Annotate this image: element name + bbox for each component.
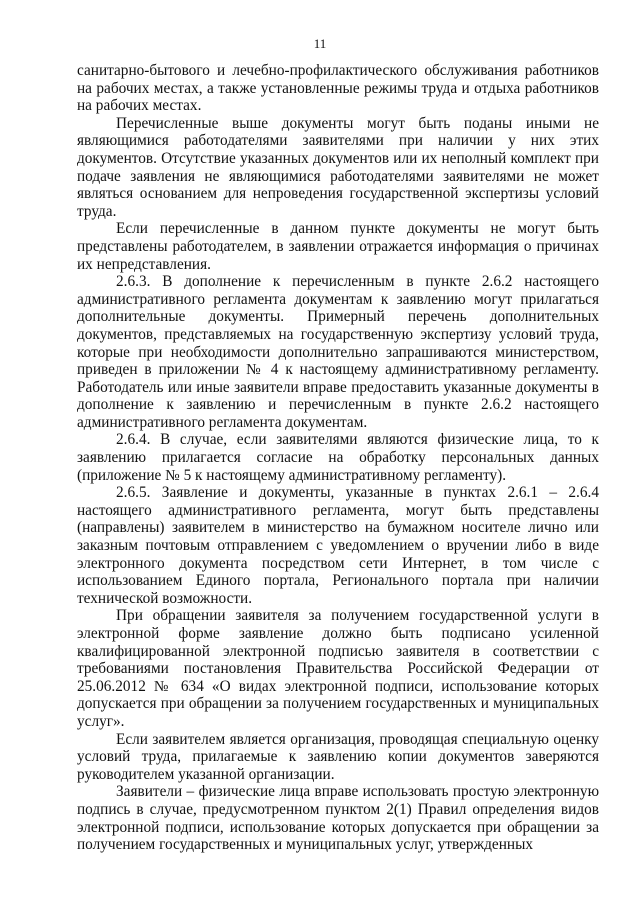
paragraph: Если перечисленные в данном пункте документы не могут быть представлены работодателем, в заявлении отражается информация о причинах их непредставления. — [77, 220, 599, 273]
paragraph: Перечисленные выше документы могут быть поданы иными не являющимися работодателями заявителями при наличии у них этих документов. Отсутствие указанных документов или их неполный комплект при подаче заявления не являющимися работодателями заявителями не может являться основанием для непроведения государственной экспертизы условий труда. — [77, 114, 599, 220]
page-number: 11 — [313, 36, 327, 51]
paragraph: 2.6.4. В случае, если заявителями являются физические лица, то к заявлению прилагается согласие на обработку персональных данных (приложение № 5 к настоящему административному регламенту). — [77, 431, 599, 484]
document-body — [77, 62, 599, 854]
paragraph: Заявители – физические лица вправе использовать простую электронную подпись в случае, предусмотренном пунктом 2(1) Правил определения видов электронной подписи, использование которых допускается при обращении за получением государственных и муниципальных услуг, утвержденных — [77, 783, 599, 854]
paragraph: При обращении заявителя за получением государственной услуги в электронной форме заявление должно быть подписано усиленной квалифицированной электронной подписью заявителя в соответствии с требованиями постановления Правительства Российской Федерации от 25.06.2012 № 634 «О видах электронной подписи, использование которых допускается при обращении за получением государственных и муниципальных услуг». — [77, 607, 599, 730]
paragraph: Если заявителем является организация, проводящая специальную оценку условий труда, прилагаемые к заявлению копии документов заверяются руководителем указанной организации. — [77, 730, 599, 783]
paragraph: санитарно-бытового и лечебно-профилактического обслуживания работников на рабочих местах, а также установленные режимы труда и отдыха работников на рабочих местах. — [77, 62, 599, 115]
paragraph: 2.6.5. Заявление и документы, указанные в пунктах 2.6.1 – 2.6.4 настоящего административного регламента, могут быть представлены (направлены) заявителем в министерство на бумажном носителе лично или заказным почтовым отправлением с уведомлением о вручении либо в виде электронного документа посредством сети Интернет, в том числе с использованием Единого портала, Регионального портала при наличии технической возможности. — [77, 484, 599, 607]
paragraph: 2.6.3. В дополнение к перечисленным в пункте 2.6.2 настоящего административного регламента документам к заявлению могут прилагаться дополнительные документы. Примерный перечень дополнительных документов, представляемых на государственную экспертизу условий труда, которые при необходимости дополнительно запрашиваются министерством, приведен в приложении № 4 к настоящему административному регламенту. Работодатель или иные заявители вправе предоставить указанные документы в дополнение к заявлению и перечисленным в пункте 2.6.2 настоящего административного регламента документам. — [77, 273, 599, 431]
